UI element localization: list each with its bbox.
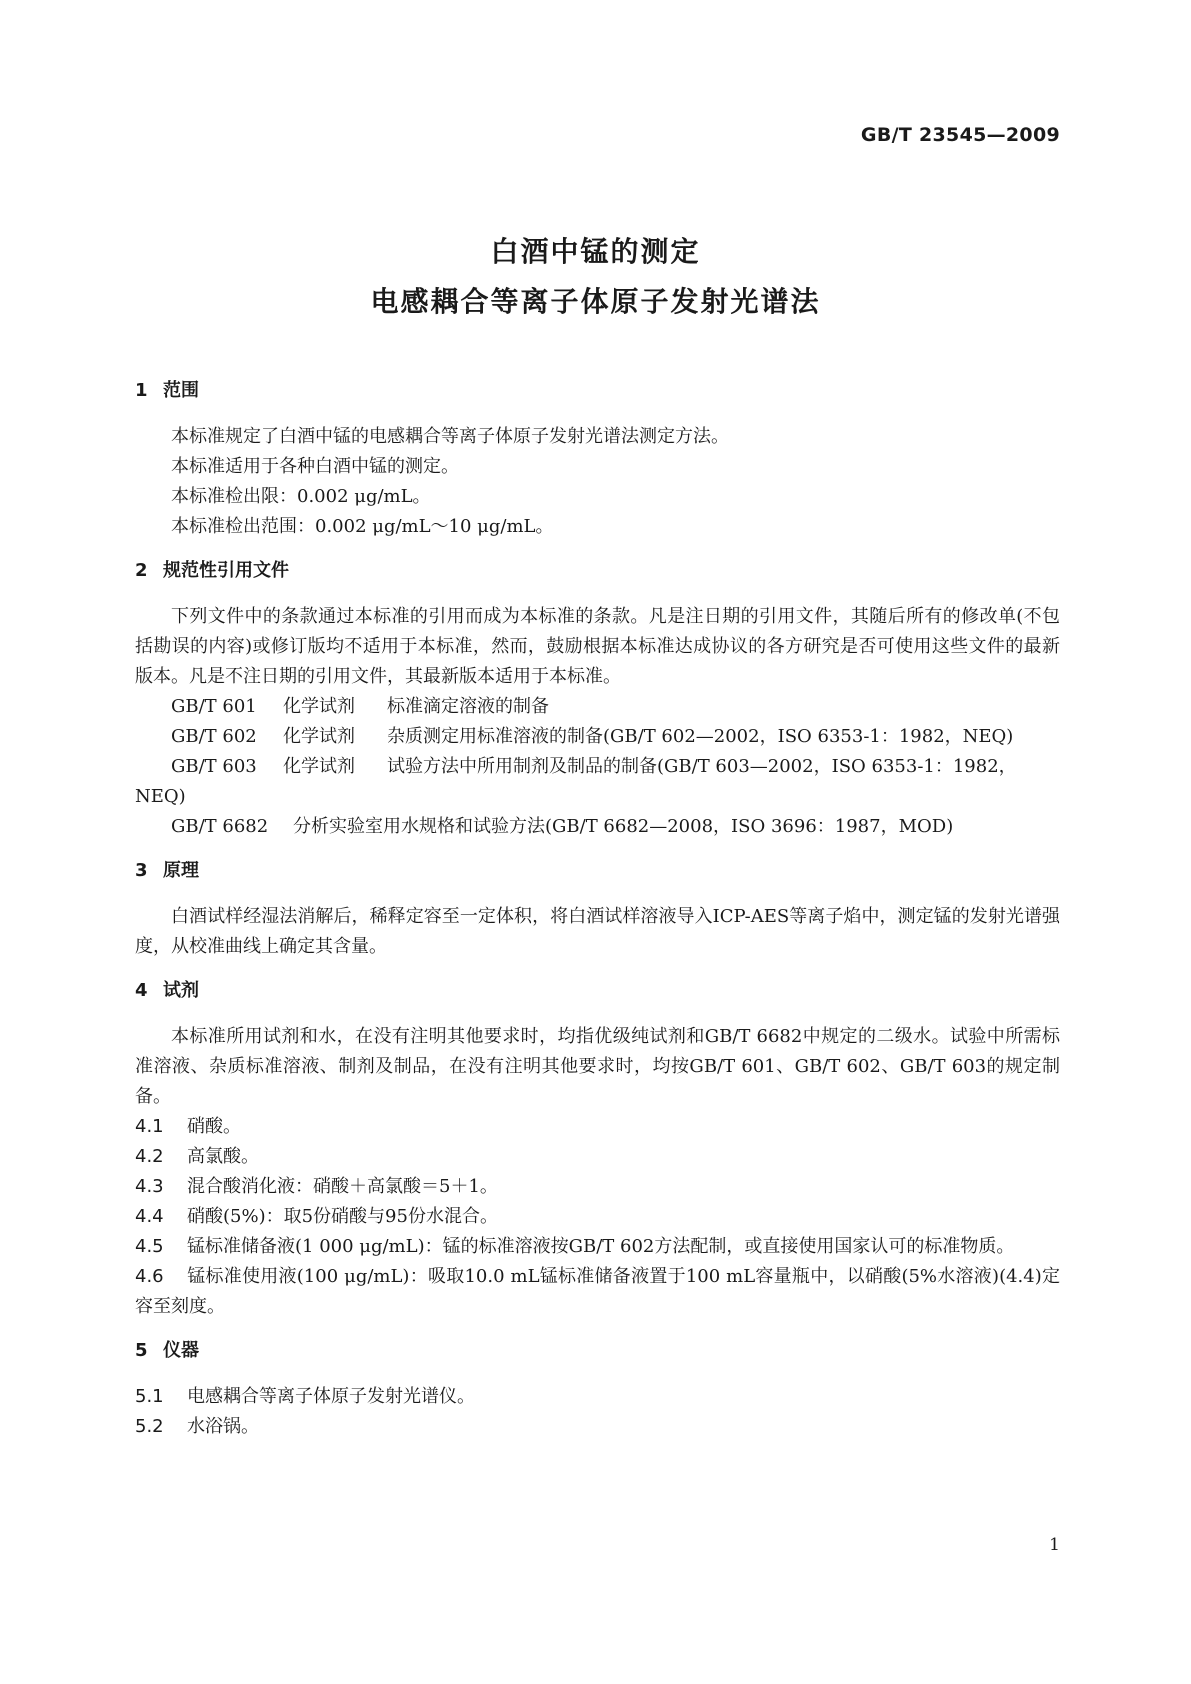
reference-code: GB/T 601 [171, 696, 257, 717]
item-number: 4.2 [135, 1146, 164, 1167]
reference-title: 标准滴定溶液的制备 [387, 696, 549, 717]
paragraph: 本标准所用试剂和水，在没有注明其他要求时，均指优级纯试剂和GB/T 6682中规定的二级水。试验中所需标准溶液、杂质标准溶液、制剂及制品，在没有注明其他要求时，均按GB/T 601、GB/T 602、GB/T 603的规定制备。 [135, 1026, 1060, 1107]
list-item [135, 1172, 1060, 1202]
item-text: 锰标准使用液(100 μg/mL)：吸取10.0 mL锰标准储备液置于100 mL容量瓶中，以硝酸(5%水溶液)(4.4)定容至刻度。 [135, 1266, 1060, 1317]
standard-code: GB/T 23545—2009 [860, 124, 1060, 146]
item-number: 5.2 [135, 1416, 164, 1437]
reference-title: 分析实验室用水规格和试验方法(GB/T 6682—2008，ISO 3696：1987，MOD) [293, 816, 954, 837]
document-subtitle: 电感耦合等离子体原子发射光谱法 [370, 285, 821, 318]
reference-title: 试验方法中所用制剂及制品的制备(GB/T 603—2002，ISO 6353-1：1982， [387, 756, 1017, 777]
item-text: 高氯酸。 [187, 1146, 259, 1167]
item-text: 电感耦合等离子体原子发射光谱仪。 [187, 1386, 475, 1407]
section-heading-apparatus [135, 1336, 1060, 1366]
section-number: 4 [135, 980, 148, 1001]
list-item [135, 1412, 1060, 1442]
item-text: 硝酸(5%)：取5份硝酸与95份水混合。 [187, 1206, 498, 1227]
section-apparatus-body [135, 1382, 1060, 1442]
page-number: 1 [1049, 1535, 1060, 1555]
item-number: 4.5 [135, 1236, 164, 1257]
section-label: 规范性引用文件 [163, 560, 289, 581]
paragraph: 白酒试样经湿法消解后，稀释定容至一定体积，将白酒试样溶液导入ICP-AES等离子焰中，测定锰的发射光谱强度，从校准曲线上确定其含量。 [135, 906, 1060, 957]
section-heading-scope [135, 376, 1060, 406]
document-title: 白酒中锰的测定 [490, 235, 701, 268]
paragraph: 本标准检出范围：0.002 μg/mL～10 μg/mL。 [171, 516, 554, 537]
item-number: 4.1 [135, 1116, 164, 1137]
item-number: 4.4 [135, 1206, 164, 1227]
section-heading-principle [135, 856, 1060, 886]
section-number: 3 [135, 860, 148, 881]
section-label: 原理 [163, 860, 199, 881]
reference-category: 化学试剂 [283, 726, 355, 747]
paragraph: 下列文件中的条款通过本标准的引用而成为本标准的条款。凡是注日期的引用文件，其随后所有的修改单(不包括勘误的内容)或修订版均不适用于本标准，然而，鼓励根据本标准达成协议的各方研究是否可使用这些文件的最新版本。凡是不注日期的引用文件，其最新版本适用于本标准。 [135, 606, 1060, 687]
section-references-body [135, 602, 1060, 842]
section-reagents-body [135, 1022, 1060, 1322]
section-number: 1 [135, 380, 148, 401]
reference-item [135, 752, 1060, 782]
section-number: 5 [135, 1340, 148, 1361]
item-text: 硝酸。 [187, 1116, 241, 1137]
section-heading-normative-references [135, 556, 1060, 586]
reference-category: 化学试剂 [283, 756, 355, 777]
item-text: 锰标准储备液(1 000 μg/mL)：锰的标准溶液按GB/T 602方法配制，或直接使用国家认可的标准物质。 [187, 1236, 1015, 1257]
section-label: 范围 [163, 380, 199, 401]
list-item [135, 1202, 1060, 1232]
reference-code: GB/T 602 [171, 726, 257, 747]
reference-continuation: NEQ) [135, 786, 186, 807]
list-item [135, 1112, 1060, 1142]
item-text: 水浴锅。 [187, 1416, 259, 1437]
section-scope-body [135, 422, 1060, 542]
paragraph: 本标准规定了白酒中锰的电感耦合等离子体原子发射光谱法测定方法。 [171, 426, 729, 447]
reference-code: GB/T 603 [171, 756, 257, 777]
item-text: 混合酸消化液：硝酸＋高氯酸＝5＋1。 [187, 1176, 498, 1197]
item-number: 4.3 [135, 1176, 164, 1197]
paragraph: 本标准检出限：0.002 μg/mL。 [171, 486, 431, 507]
list-item [135, 1232, 1060, 1262]
item-number: 4.6 [135, 1266, 164, 1287]
reference-item [135, 812, 1060, 842]
list-item [135, 1142, 1060, 1172]
section-number: 2 [135, 560, 148, 581]
section-label: 仪器 [163, 1340, 199, 1361]
document-body [135, 376, 1060, 1442]
paragraph: 本标准适用于各种白酒中锰的测定。 [171, 456, 459, 477]
reference-title: 杂质测定用标准溶液的制备(GB/T 602—2002，ISO 6353-1：1982，NEQ) [387, 726, 1014, 747]
reference-item [135, 722, 1060, 752]
list-item [135, 1262, 1060, 1322]
reference-item [135, 692, 1060, 722]
section-heading-reagents [135, 976, 1060, 1006]
item-number: 5.1 [135, 1386, 164, 1407]
reference-code: GB/T 6682 [171, 816, 269, 837]
section-principle-body [135, 902, 1060, 962]
section-label: 试剂 [163, 980, 199, 1001]
reference-category: 化学试剂 [283, 696, 355, 717]
list-item [135, 1382, 1060, 1412]
